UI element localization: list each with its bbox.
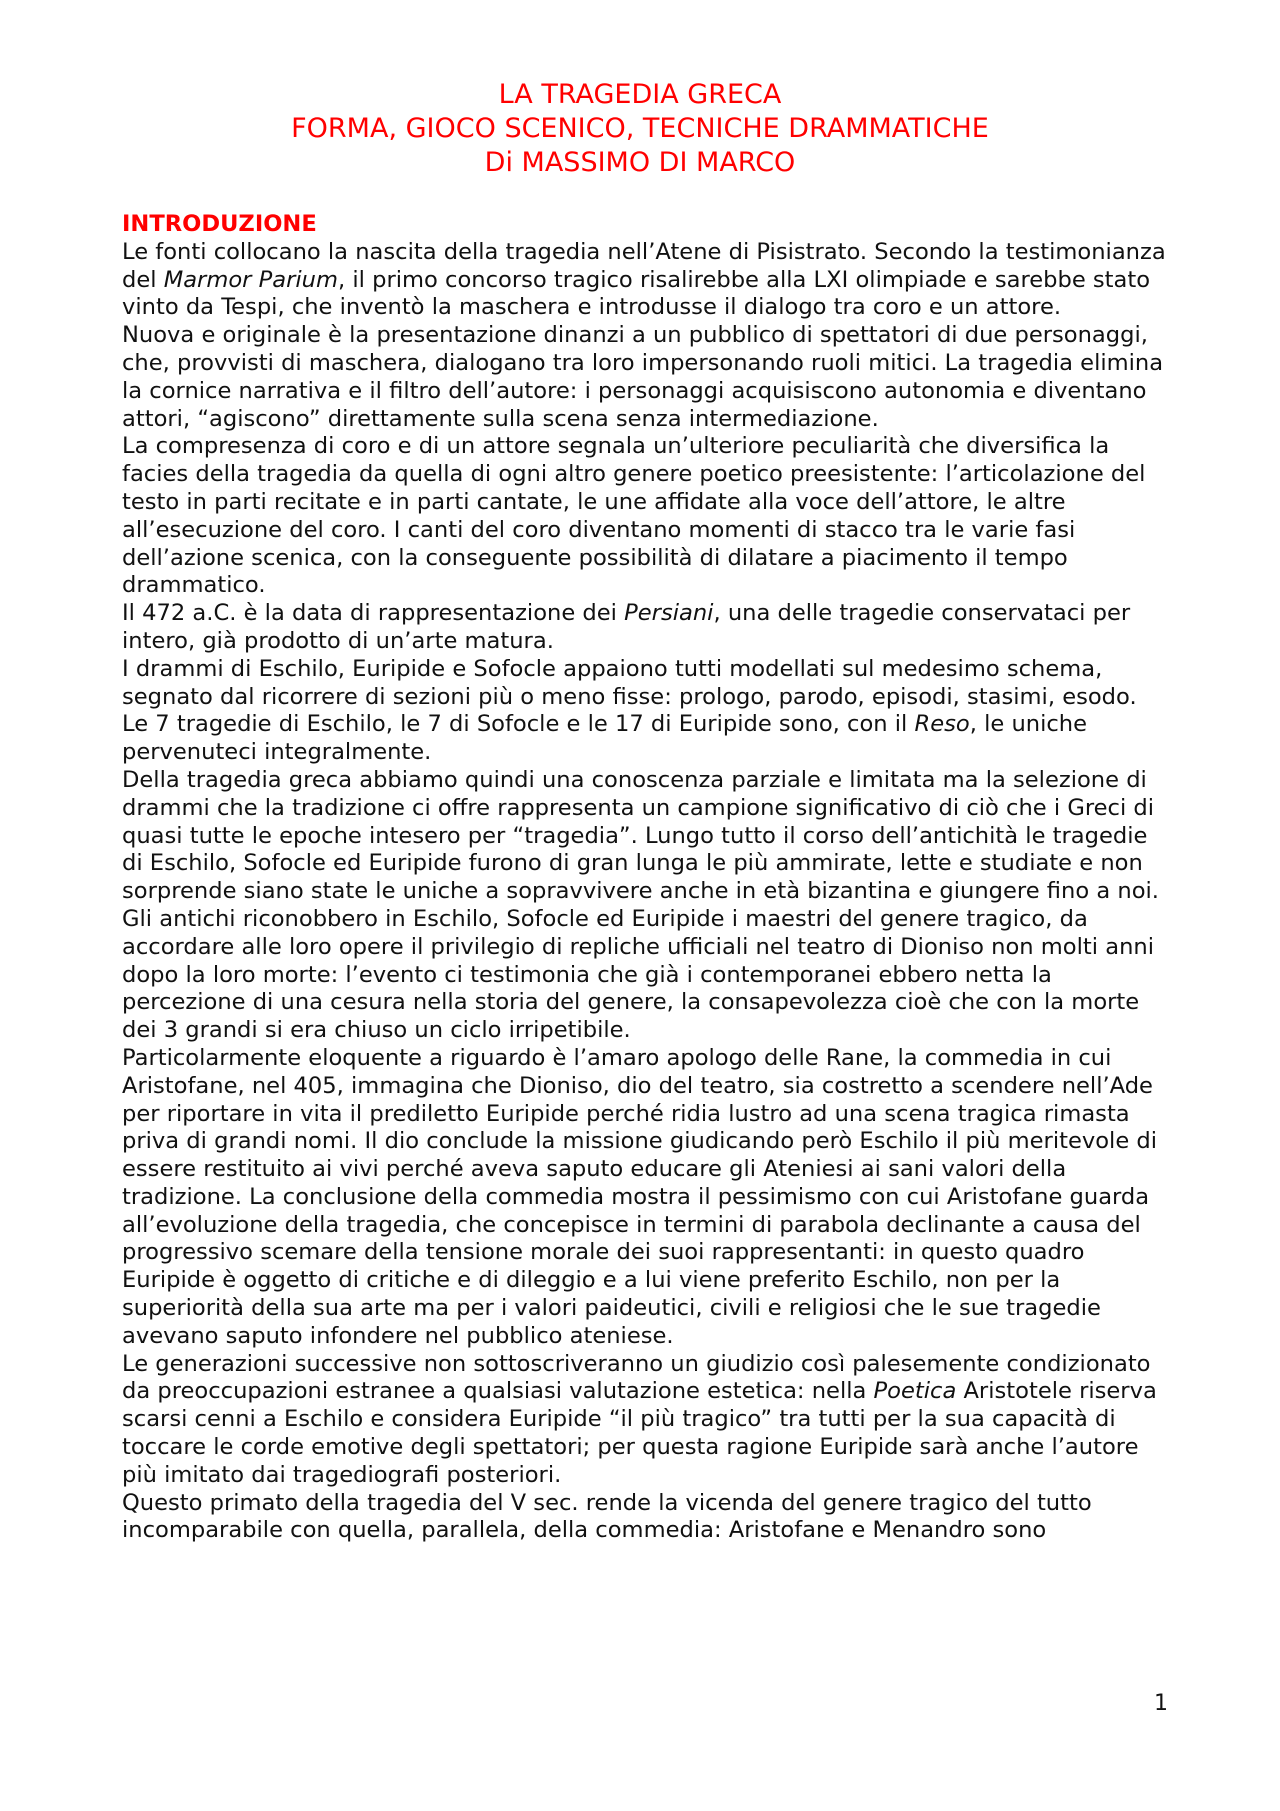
paragraph-text: Le generazioni successive non sottoscriveranno un giudizio così palesemente condizionato da preoccupazioni estranee a qualsiasi valutazione estetica: nella	[122, 1350, 1151, 1405]
paragraph	[122, 322, 1168, 433]
paragraph	[122, 906, 1168, 1045]
paragraph-text: Le fonti collocano la nascita della tragedia nell’Atene di Pisistrato. Secondo la testimonianza del	[122, 238, 1166, 293]
paragraph	[122, 1351, 1168, 1490]
paragraph	[122, 600, 1168, 656]
paragraph-text: La compresenza di coro e di un attore segnala un’ulteriore peculiarità che diversifica la facies della tragedia da quella di ogni altro genere poetico preesistente: l’articolazione del testo in parti recitate e in parti cantate, le une affidate alla voce dell’attore, le altre all’esecuzione del coro. I canti del coro diventano momenti di stacco tra le varie fasi dell’azione scenica, con la conseguente possibilità di dilatare a piacimento il tempo drammatico.	[122, 433, 1146, 599]
italic-title-text: Reso	[914, 711, 970, 738]
title-line-2: FORMA, GIOCO SCENICO, TECNICHE DRAMMATICHE	[291, 113, 989, 144]
title-line-1: LA TRAGEDIA GRECA	[498, 79, 782, 110]
paragraph-text: , una delle tragedie conservataci per intero, già prodotto di un’arte matura.	[122, 600, 1131, 654]
page-number: 1	[1154, 1691, 1168, 1716]
paragraph	[122, 656, 1168, 712]
paragraph-text: Particolarmente eloquente a riguardo è l’amaro apologo delle Rane, la commedia in cui Aristofane, nel 405, immagina che Dioniso, dio del teatro, sia costretto a scendere nell’Ade per riportare in vita il prediletto Euripide perché ridia lustro ad una scena tragica rimasta priva di grandi nomi. Il dio conclude la missione giudicando però Eschilo il più meritevole di essere restituito ai vivi perché aveva saputo educare gli Ateniesi ai sani valori della tradizione. La conclusione della commedia mostra il pessimismo con cui Aristofane guarda all’evoluzione della tragedia, che concepisce in termini di parabola declinante a causa del progressivo scemare della tensione morale dei suoi rappresentanti: in questo quadro Euripide è oggetto di critiche e di dileggio e a lui viene preferito Eschilo, non per la superiorità della sua arte ma per i valori paideutici, civili e religiosi che le sue tragedie avevano saputo infondere nel pubblico ateniese.	[122, 1044, 1158, 1349]
paragraph	[122, 767, 1168, 906]
italic-title-text: Persiani	[624, 600, 714, 627]
paragraph-text: Le 7 tragedie di Eschilo, le 7 di Sofocle e le 17 di Euripide sono, con il	[122, 711, 915, 738]
paragraph	[122, 1045, 1168, 1351]
paragraph-text: Questo primato della tragedia del V sec. rende la vicenda del genere tragico del tutto incomparabile con quella, parallela, della commedia: Aristofane e Menandro sono	[122, 1489, 1092, 1544]
body-text	[122, 211, 1168, 1545]
paragraph-text: Della tragedia greca abbiamo quindi una conoscenza parziale e limitata ma la selezione di drammi che la tradizione ci offre rappresenta un campione significativo di ciò che i Greci di quasi tutte le epoche intesero per “tragedia”. Lungo tutto il corso dell’antichità le tragedie di Eschilo, Sofocle ed Euripide furono di gran lunga le più ammirate, lette e studiate e non sorprende siano state le uniche a sopravvivere anche in età bizantina e giungere fino a noi.	[122, 766, 1159, 905]
title-line-3-author: Di MASSIMO DI MARCO	[484, 147, 796, 178]
paragraph	[122, 433, 1168, 600]
paragraph-text: Aristotele riserva scarsi cenni a Eschilo e considera Euripide “il più tragico” tra tutti per la sua capacità di toccare le corde emotive degli spettatori; per questa ragione Euripide sarà anche l’autore più imitato dai tragediografi posteriori.	[122, 1378, 1157, 1488]
section-heading: INTRODUZIONE	[122, 211, 317, 237]
paragraph-text: , le uniche pervenuteci integralmente.	[122, 711, 1088, 766]
italic-title-text: Marmor Parium	[163, 266, 338, 293]
document-title	[0, 78, 1280, 180]
paragraph	[122, 1490, 1168, 1546]
paragraph-text: Nuova e originale è la presentazione dinanzi a un pubblico di spettatori di due personaggi, che, provvisti di maschera, dialogano tra loro impersonando ruoli mitici. La tragedia elimina la cornice narrativa e il filtro dell’autore: i personaggi acquisiscono autonomia e diventano attori, “agiscono” direttamente sulla scena senza intermediazione.	[122, 322, 1164, 432]
paragraph-text: , il primo concorso tragico risalirebbe alla LXI olimpiade e sarebbe stato vinto da Tespi, che inventò la maschera e introdusse il dialogo tra coro e un attore.	[122, 266, 1151, 321]
paragraph-text: Gli antichi riconobbero in Eschilo, Sofocle ed Euripide i maestri del genere tragico, da accordare alle loro opere il privilegio di repliche ufficiali nel teatro di Dioniso non molti anni dopo la loro morte: l’evento ci testimonia che già i contemporanei ebbero netta la percezione di una cesura nella storia del genere, la consapevolezza cioè che con la morte dei 3 grandi si era chiuso un ciclo irripetibile.	[122, 905, 1154, 1044]
paragraph-text: I drammi di Eschilo, Euripide e Sofocle appaiono tutti modellati sul medesimo schema, segnato dal ricorrere di sezioni più o meno fisse: prologo, parodo, episodi, stasimi, esodo.	[122, 655, 1137, 710]
italic-title-text: Poetica	[873, 1378, 957, 1405]
paragraph-text: Il 472 a.C. è la data di rappresentazione dei	[122, 600, 625, 627]
paragraph	[122, 711, 1168, 767]
paragraph	[122, 239, 1168, 322]
